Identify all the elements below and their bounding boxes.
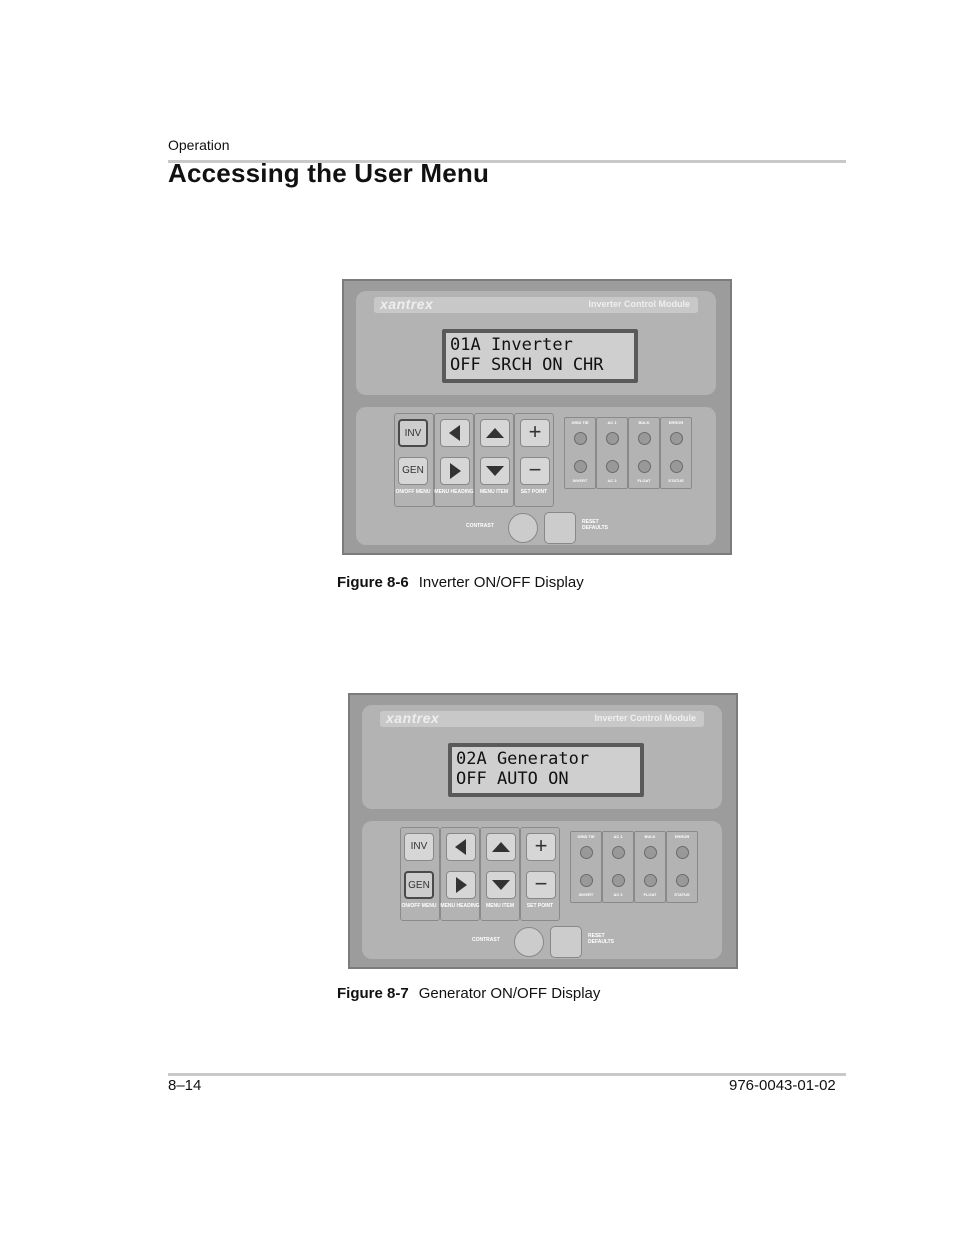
reset-defaults-button[interactable]: [550, 926, 582, 958]
section-label: Operation: [168, 137, 230, 153]
led-label: AC 1: [613, 834, 623, 839]
button-group-label: MENU ITEM: [479, 489, 509, 495]
lcd-line-1: 02A Generator: [456, 749, 590, 769]
page-title: Accessing the User Menu: [168, 158, 490, 188]
gen-button[interactable]: GEN: [404, 871, 434, 899]
led-label: INVERT: [578, 892, 594, 897]
menu-item-down-button[interactable]: [486, 871, 516, 899]
status-led: [676, 846, 689, 859]
reset-defaults-label: RESET DEFAULTS: [582, 519, 609, 531]
led-label: ERROR: [668, 420, 684, 425]
arrow-left-icon: [455, 839, 466, 855]
status-led: [606, 460, 619, 473]
device-panel: [348, 693, 738, 969]
display-housing: [362, 705, 722, 809]
arrow-right-icon: [456, 877, 467, 893]
device-panel: [342, 279, 732, 555]
led-label: GRID TIE: [577, 834, 595, 839]
led-label: FLOAT: [637, 478, 651, 483]
inv-button[interactable]: INV: [404, 833, 434, 861]
led-column: [628, 417, 660, 489]
button-group-label: MENU HEADING: [440, 903, 480, 909]
led-label: BULK: [644, 834, 656, 839]
menu-heading-right-button[interactable]: [440, 457, 470, 485]
lcd-line-1: 01A Inverter: [450, 335, 573, 355]
led-column: [564, 417, 596, 489]
led-column: [570, 831, 602, 903]
led-label: BULK: [638, 420, 650, 425]
status-led: [676, 874, 689, 887]
led-column: [596, 417, 628, 489]
lcd-display: [448, 743, 644, 797]
figure-number: Figure 8-7: [337, 985, 409, 1002]
lcd-line-2: OFF AUTO ON: [456, 769, 569, 789]
contrast-knob[interactable]: [514, 927, 544, 957]
button-group-label: SET POINT: [520, 489, 548, 495]
inv-button[interactable]: INV: [398, 419, 428, 447]
status-led: [574, 432, 587, 445]
brand-logo: xantrex: [386, 710, 440, 726]
arrow-up-icon: [492, 842, 510, 852]
menu-item-up-button[interactable]: [480, 419, 510, 447]
menu-heading-left-button[interactable]: [440, 419, 470, 447]
button-group-label: ON/OFF MENU: [401, 903, 437, 909]
button-group-label: MENU ITEM: [485, 903, 515, 909]
lcd-line-2: OFF SRCH ON CHR: [450, 355, 604, 375]
arrow-down-icon: [492, 880, 510, 890]
arrow-up-icon: [486, 428, 504, 438]
led-label: FLOAT: [643, 892, 657, 897]
contrast-label: CONTRAST: [466, 523, 494, 529]
led-column: [666, 831, 698, 903]
led-column: [660, 417, 692, 489]
status-led: [644, 874, 657, 887]
led-label: AC 2: [613, 892, 623, 897]
display-housing: [356, 291, 716, 395]
minus-icon: −: [528, 457, 542, 482]
status-led: [670, 432, 683, 445]
brand-logo: xantrex: [380, 296, 434, 312]
brand-bar: [380, 711, 704, 727]
status-led: [644, 846, 657, 859]
minus-icon: −: [534, 871, 548, 896]
arrow-down-icon: [486, 466, 504, 476]
button-group-label: MENU HEADING: [434, 489, 474, 495]
led-label: ERROR: [674, 834, 690, 839]
reset-defaults-label: RESET DEFAULTS: [588, 933, 615, 945]
model-name: Inverter Control Module: [588, 299, 690, 309]
arrow-left-icon: [449, 425, 460, 441]
set-point-plus-button[interactable]: [520, 419, 550, 447]
led-label: STATUS: [668, 478, 684, 483]
figure-title: Inverter ON/OFF Display: [418, 574, 584, 591]
document-number: 976-0043-01-02: [729, 1077, 836, 1094]
set-point-minus-button[interactable]: [520, 457, 550, 485]
status-led: [574, 460, 587, 473]
led-column: [634, 831, 666, 903]
status-led: [638, 460, 651, 473]
contrast-label: CONTRAST: [472, 937, 500, 943]
plus-icon: +: [534, 833, 548, 858]
lcd-screen: [452, 747, 640, 793]
status-led: [580, 874, 593, 887]
plus-icon: +: [528, 419, 542, 444]
figure-number: Figure 8-6: [337, 574, 409, 591]
status-led: [580, 846, 593, 859]
keypad-housing: [362, 821, 722, 959]
set-point-minus-button[interactable]: [526, 871, 556, 899]
button-group-label: ON/OFF MENU: [395, 489, 431, 495]
status-led: [670, 460, 683, 473]
contrast-knob[interactable]: [508, 513, 538, 543]
led-label: GRID TIE: [571, 420, 589, 425]
set-point-plus-button[interactable]: [526, 833, 556, 861]
gen-button[interactable]: GEN: [398, 457, 428, 485]
model-name: Inverter Control Module: [594, 713, 696, 723]
menu-item-down-button[interactable]: [480, 457, 510, 485]
led-label: AC 1: [607, 420, 617, 425]
status-led: [638, 432, 651, 445]
arrow-right-icon: [450, 463, 461, 479]
menu-item-up-button[interactable]: [486, 833, 516, 861]
menu-heading-right-button[interactable]: [446, 871, 476, 899]
figure-caption: [337, 574, 584, 591]
brand-bar: [374, 297, 698, 313]
led-label: AC 2: [607, 478, 617, 483]
status-led: [606, 432, 619, 445]
led-column: [602, 831, 634, 903]
figure-title: Generator ON/OFF Display: [418, 985, 601, 1002]
figure-caption: [337, 985, 600, 1002]
lcd-screen: [446, 333, 634, 379]
page-number: 8–14: [168, 1077, 202, 1094]
status-led: [612, 846, 625, 859]
lcd-display: [442, 329, 638, 383]
keypad-housing: [356, 407, 716, 545]
led-label: INVERT: [572, 478, 588, 483]
status-led: [612, 874, 625, 887]
led-label: STATUS: [674, 892, 690, 897]
button-group-label: SET POINT: [526, 903, 554, 909]
menu-heading-left-button[interactable]: [446, 833, 476, 861]
footer-rule: [168, 1073, 846, 1076]
reset-defaults-button[interactable]: [544, 512, 576, 544]
